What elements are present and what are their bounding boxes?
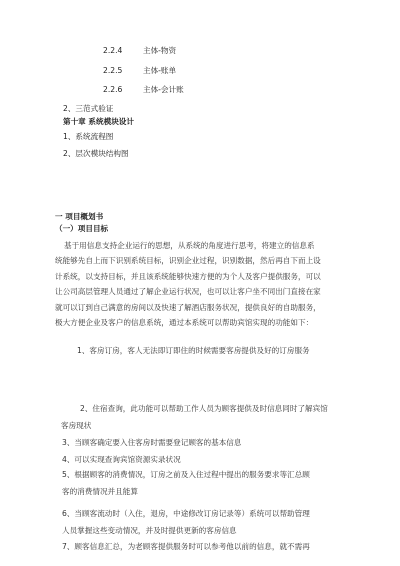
- list-item-line: 6、当顾客流动时（入住，退房，中途修改订房记录等）系统可以帮助管理: [62, 509, 310, 518]
- intro-paragraph: [55, 238, 355, 330]
- list-item: [61, 400, 328, 434]
- list-item-line: 5、根据顾客的消费情况，订房之前及入住过程中提出的服务要求等汇总顾: [62, 470, 310, 479]
- toc-entry-number: 2.2.5: [103, 66, 123, 75]
- heading-project-plan: 一 项目概划书: [55, 212, 104, 221]
- heading-project-goal: （一）项目目标: [55, 224, 109, 233]
- paragraph-line: 极大方便企业及客户的信息系统，通过本系统可以帮助宾馆实现的功能如下：: [55, 318, 314, 328]
- list-item-line: 3、当顾客确定要入住客房时需要登记顾客的基本信息: [62, 438, 242, 447]
- paragraph-line: 计系统，以支持目标，并且该系统能够快速方便的为个人及客户提供服务，可以: [55, 271, 321, 281]
- list-item-line: 1、客房订房，客人无法即订即住的时候需要客房提供及好的订房服务: [77, 346, 310, 355]
- paragraph-line: 就可以订到自己满意的房间以及快速了解酒店服务状况，提供良好的自助服务，: [55, 302, 321, 312]
- toc-section-2: 2、三范式验证: [63, 104, 114, 113]
- toc-entry-title: 主体-账单: [143, 66, 177, 75]
- list-item-line: 人员掌握这些变动情况，并及时提供更新的客房信息: [62, 526, 237, 535]
- list-item: [62, 505, 310, 539]
- list-item-line: 7、顾客信息汇总，为老顾客提供服务时可以参考他以前的信息，就不需再: [62, 542, 310, 551]
- toc-entry: [103, 45, 176, 56]
- paragraph-line: 让公司高层管理人员通过了解企业运行状况，也可以让客户坐不同出门直接在家: [55, 287, 321, 297]
- list-item: [77, 342, 310, 359]
- toc-item-2: 2、层次模块结构图: [63, 149, 129, 158]
- list-item-line: 4、可以实现查询宾馆资源实录状况: [62, 455, 181, 464]
- toc-entry: [103, 65, 176, 76]
- list-item-line: 2、住宿查询，此功能可以帮助工作人员为顾客提供及时信息同时了解宾馆: [80, 404, 328, 413]
- list-item: [62, 434, 242, 451]
- toc-entry-number: 2.2.4: [103, 46, 123, 55]
- list-item: [62, 538, 310, 555]
- toc-entry-number: 2.2.6: [103, 85, 123, 94]
- paragraph-line: 基于用信息支持企业运行的思想，从系统的角度进行思考，将建立的信息系: [64, 241, 315, 250]
- list-item-line: 客的消费情况并且能算: [62, 487, 138, 496]
- toc-entry-title: 主体-物资: [143, 46, 177, 55]
- toc-item-1: 1、系统流程图: [63, 132, 114, 141]
- toc-entry-title: 主体-会计账: [143, 85, 184, 94]
- toc-entry: [103, 84, 184, 95]
- list-item: [62, 466, 310, 500]
- list-item-line: 客房现状: [61, 421, 92, 430]
- toc-chapter-10: 第十章 系统模块设计: [63, 117, 134, 126]
- paragraph-line: 统能够先自上而下识别系统目标，识别企业过程，识别数据，然后再自下而上设: [55, 256, 321, 266]
